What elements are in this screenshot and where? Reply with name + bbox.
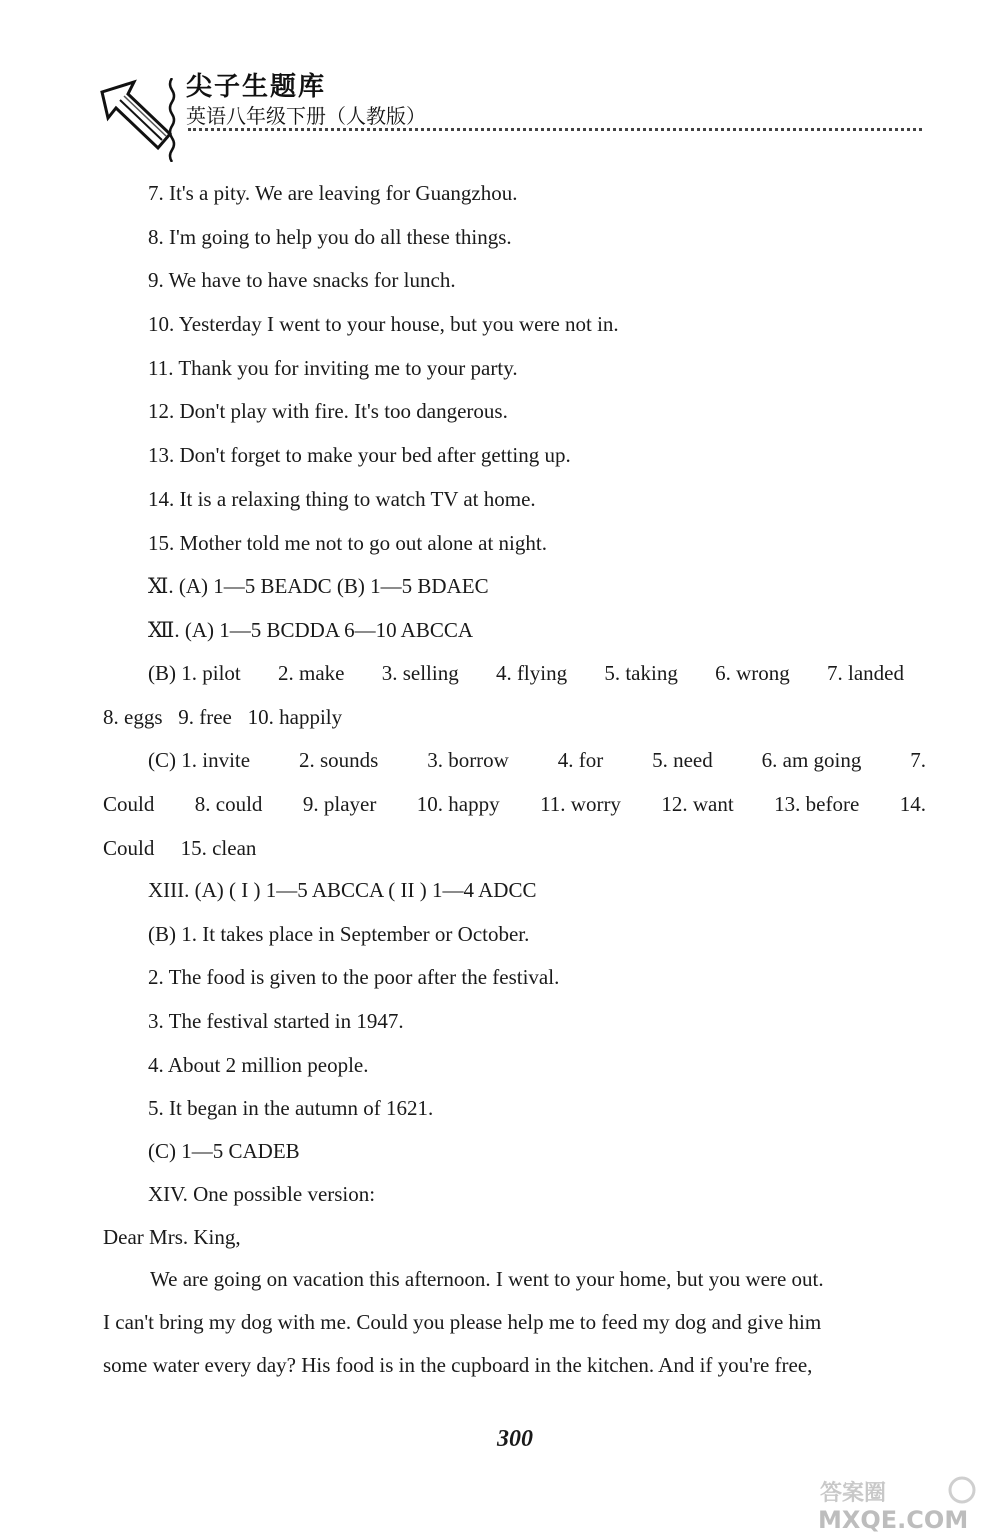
answer-line: 5. It began in the autumn of 1621. [148, 1096, 434, 1120]
section-xiv-heading: XIV. One possible version: [148, 1182, 376, 1206]
section-c-row [148, 750, 926, 771]
word-answer: 5. need [652, 748, 713, 772]
word-answer: 9. player [302, 792, 377, 816]
answer-line: 7. It's a pity. We are leaving for Guangzhou. [148, 181, 518, 205]
answer-line: (B) 1. It takes place in September or October. [148, 922, 530, 946]
section-b-row [148, 663, 904, 684]
word-answer: (B) 1. pilot [148, 661, 241, 685]
word-answer: 12. want [661, 792, 734, 816]
page-number: 300 [497, 1426, 533, 1452]
word-answer: 3. borrow [427, 748, 509, 772]
word-answer: Could [103, 792, 155, 816]
book-title: 英语八年级下册（人教版） [186, 104, 426, 128]
answer-line: 4. About 2 million people. [148, 1053, 369, 1077]
answer-line: (C) 1—5 CADEB [148, 1139, 300, 1163]
word-answer: 8. could [194, 792, 263, 816]
word-answer: 13. before [774, 792, 860, 816]
watermark-brand: 答案圈 [820, 1481, 887, 1506]
word-answer: (C) 1. invite [148, 748, 251, 772]
answer-line: 3. The festival started in 1947. [148, 1009, 404, 1033]
watermark-ring-icon [950, 1478, 974, 1502]
word-answer: 4. flying [495, 661, 568, 685]
answer-line: 14. It is a relaxing thing to watch TV at home. [148, 487, 536, 511]
word-answer: 3. selling [381, 661, 459, 685]
section-xi-answers: Ⅺ. (A) 1—5 BEADC (B) 1—5 BDAEC [148, 574, 489, 598]
answer-line: 11. Thank you for inviting me to your party. [148, 356, 518, 380]
header-divider [188, 128, 922, 131]
letter-salutation: Dear Mrs. King, [103, 1225, 241, 1249]
word-answer: 11. worry [540, 792, 621, 816]
series-title: 尖子生题库 [186, 72, 327, 102]
word-answer: 6. am going [761, 748, 862, 772]
section-b-row: 8. eggs 9. free 10. happily [103, 705, 343, 729]
word-answer: 5. taking [604, 661, 678, 685]
answer-line: 9. We have to have snacks for lunch. [148, 268, 456, 292]
watermark-url: MXQE.COM [818, 1506, 969, 1532]
word-answer: 6. wrong [715, 661, 790, 685]
answer-line: 8. I'm going to help you do all these things. [148, 225, 512, 249]
answer-line: 10. Yesterday I went to your house, but you were not in. [148, 312, 619, 336]
answer-line: 15. Mother told me not to go out alone at night. [148, 531, 547, 555]
letter-paragraph-line: We are going on vacation this afternoon. I went to your home, but you were out. [150, 1267, 824, 1291]
section-xii-answers: Ⅻ. (A) 1—5 BCDDA 6—10 ABCCA [148, 618, 474, 642]
arrow-logo-icon [98, 78, 178, 162]
answer-line: 12. Don't play with fire. It's too dangerous. [148, 399, 508, 423]
word-answer: 4. for [557, 748, 604, 772]
answer-line: 13. Don't forget to make your bed after getting up. [148, 443, 571, 467]
word-answer: 10. happy [416, 792, 500, 816]
word-answer: 7. landed [826, 661, 904, 685]
word-answer: 7. [910, 748, 926, 772]
letter-paragraph-line: some water every day? His food is in the cupboard in the kitchen. And if you're free, [103, 1353, 813, 1377]
word-answer: 2. make [277, 661, 345, 685]
word-answer: 2. sounds [298, 748, 379, 772]
watermark-logo [812, 1476, 992, 1532]
section-c-row [103, 794, 926, 815]
section-xiii-answers: XIII. (A) ( I ) 1—5 ABCCA ( II ) 1—4 ADCC [148, 878, 537, 902]
answer-line: 2. The food is given to the poor after the festival. [148, 965, 560, 989]
section-c-row: Could 15. clean [103, 836, 257, 860]
letter-paragraph-line: I can't bring my dog with me. Could you please help me to feed my dog and give him [103, 1310, 822, 1334]
word-answer: 14. [899, 792, 926, 816]
